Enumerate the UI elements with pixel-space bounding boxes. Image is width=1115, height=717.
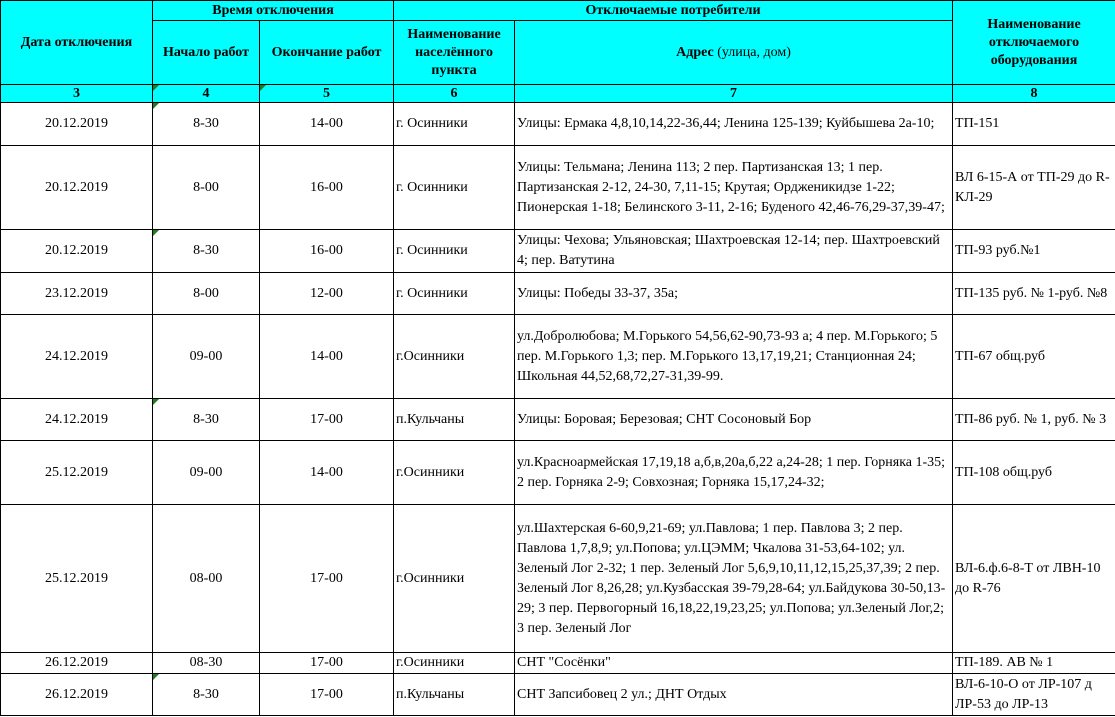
header-settlement: Наименование населённого пункта (394, 21, 515, 85)
cell-equipment: ТП-189. АВ № 1 (953, 653, 1115, 674)
cell-address: Улицы: Победы 33-37, 35а; (515, 273, 953, 315)
cell-equipment: ВЛ-6-10-О от ЛР-107 д ЛР-53 до ЛР-13 (953, 674, 1115, 716)
cell-equipment: ТП-135 руб. № 1-руб. №8 (953, 273, 1115, 315)
cell-place: г.Осинники (394, 315, 515, 399)
cell-place: п.Кульчаны (394, 399, 515, 441)
cell-end: 12-00 (260, 273, 394, 315)
table-row (1, 441, 1115, 505)
table-row (1, 315, 1115, 399)
cell-address: Улицы: Тельмана; Ленина 113; 2 пер. Партизанская 13; 1 пер. Партизанская 2-12, 24-30, 7,11-15; Крутая; Ордженикидзе 1-22; Пионерская 1-18; Белинского 3-11, 2-16; Буденого 42,46-76,29-37,39-47; (515, 146, 953, 230)
table-row (1, 103, 1115, 146)
table-row (1, 146, 1115, 230)
table-row (1, 505, 1115, 653)
table-row (1, 674, 1115, 716)
table-row (1, 230, 1115, 273)
cell-end: 17-00 (260, 399, 394, 441)
cell-end: 14-00 (260, 315, 394, 399)
column-number: 7 (515, 85, 953, 103)
cell-address: СНТ "Сосёнки" (515, 653, 953, 674)
cell-start: 08-30 (153, 653, 260, 674)
cell-equipment: ТП-67 общ.руб (953, 315, 1115, 399)
cell-start: 09-00 (153, 441, 260, 505)
header-address (515, 21, 953, 85)
header-time-group: Время отключения (153, 1, 394, 21)
cell-date: 20.12.2019 (1, 103, 153, 146)
header-address-bold: Адрес (676, 44, 714, 60)
column-number: 3 (1, 85, 153, 103)
table-row (1, 273, 1115, 315)
cell-end: 17-00 (260, 505, 394, 653)
cell-end: 16-00 (260, 146, 394, 230)
cell-date: 20.12.2019 (1, 230, 153, 273)
cell-equipment: ТП-93 руб.№1 (953, 230, 1115, 273)
cell-place: г. Осинники (394, 273, 515, 315)
cell-date: 24.12.2019 (1, 315, 153, 399)
column-number: 8 (953, 85, 1115, 103)
cell-start: 8-30 (153, 399, 260, 441)
cell-place: г. Осинники (394, 230, 515, 273)
cell-equipment: ВЛ 6-15-А от ТП-29 до R-КЛ-29 (953, 146, 1115, 230)
cell-equipment: ТП-86 руб. № 1, руб. № 3 (953, 399, 1115, 441)
header-consumers-group: Отключаемые потребители (394, 1, 953, 21)
cell-place: г.Осинники (394, 441, 515, 505)
cell-place: п.Кульчаны (394, 674, 515, 716)
cell-address: ул.Добролюбова; М.Горького 54,56,62-90,73-93 а; 4 пер. М.Горького; 5 пер. М.Горького 1,3; пер. М.Горького 13,17,19,21; Станционная 24; Школьная 44,52,68,72,27-31,39-99. (515, 315, 953, 399)
cell-date: 24.12.2019 (1, 399, 153, 441)
cell-address: ул.Красноармейская 17,19,18 а,б,в,20а,б,22 а,24-28; 1 пер. Горняка 1-35; 2 пер. Горняка 2-9; Совхозная; Горняка 15,17,24-32; (515, 441, 953, 505)
cell-date: 25.12.2019 (1, 441, 153, 505)
cell-date: 25.12.2019 (1, 505, 153, 653)
cell-start: 08-00 (153, 505, 260, 653)
cell-end: 14-00 (260, 103, 394, 146)
header-end: Окончание работ (260, 21, 394, 85)
cell-address: ул.Шахтерская 6-60,9,21-69; ул.Павлова; 1 пер. Павлова 3; 2 пер. Павлова 1,7,8,9; ул.Попова; ул.ЦЭММ; Чкалова 31-53,64-102; ул. Зеленый Лог 2-32; 1 пер. Зеленый Лог 5,6,9,10,11,12,15,25,37,39; 2 пер. Зеленый Лог 8,26,28; ул.Кузбасская 39-79,28-64; ул.Байдукова 30-50,13-29; 3 пер. Первогорный 16,18,22,19,23,25; ул.Попова; ул.Зеленый Лог,2; 3 пер. Зеленый Лог (515, 505, 953, 653)
cell-place: г. Осинники (394, 146, 515, 230)
table-row (1, 399, 1115, 441)
cell-date: 26.12.2019 (1, 653, 153, 674)
cell-address: СНТ Запсибовец 2 ул.; ДНТ Отдых (515, 674, 953, 716)
cell-address: Улицы: Ермака 4,8,10,14,22-36,44; Ленина 125-139; Куйбышева 2а-10; (515, 103, 953, 146)
table-header (1, 1, 1115, 103)
cell-end: 17-00 (260, 653, 394, 674)
cell-place: г. Осинники (394, 103, 515, 146)
cell-start: 8-30 (153, 674, 260, 716)
header-date: Дата отключения (1, 1, 153, 85)
cell-start: 09-00 (153, 315, 260, 399)
column-number-row (1, 85, 1115, 103)
header-start: Начало работ (153, 21, 260, 85)
cell-place: г.Осинники (394, 505, 515, 653)
cell-start: 8-00 (153, 146, 260, 230)
cell-address: Улицы: Чехова; Ульяновская; Шахтроевская 12-14; пер. Шахтроевский 4; пер. Ватутина (515, 230, 953, 273)
cell-date: 23.12.2019 (1, 273, 153, 315)
cell-equipment: ТП-151 (953, 103, 1115, 146)
cell-start: 8-00 (153, 273, 260, 315)
cell-date: 20.12.2019 (1, 146, 153, 230)
cell-equipment: ТП-108 общ.руб (953, 441, 1115, 505)
cell-start: 8-30 (153, 230, 260, 273)
header-address-note: (улица, дом) (713, 44, 791, 60)
cell-end: 16-00 (260, 230, 394, 273)
cell-end: 17-00 (260, 674, 394, 716)
column-number: 6 (394, 85, 515, 103)
cell-date: 26.12.2019 (1, 674, 153, 716)
column-number: 5 (260, 85, 394, 103)
cell-end: 14-00 (260, 441, 394, 505)
column-number: 4 (153, 85, 260, 103)
cell-place: г.Осинники (394, 653, 515, 674)
cell-address: Улицы: Боровая; Березовая; СНТ Сосоновый Бор (515, 399, 953, 441)
cell-start: 8-30 (153, 103, 260, 146)
header-equipment: Наименование отключаемого оборудования (953, 1, 1115, 85)
table-row (1, 653, 1115, 674)
cell-equipment: ВЛ-6.ф.6-8-Т от ЛВН-10 до R-76 (953, 505, 1115, 653)
